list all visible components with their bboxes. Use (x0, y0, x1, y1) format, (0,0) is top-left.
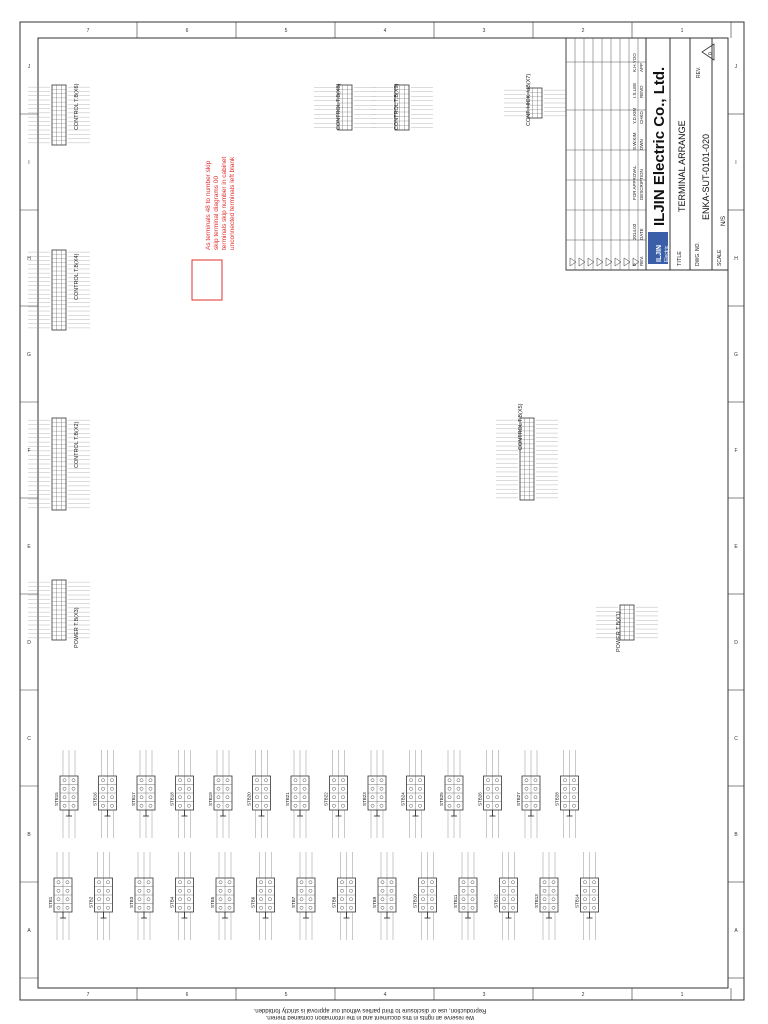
zone-mark-right: B (734, 832, 738, 838)
company-name: ILJIN Electric Co., Ltd. (651, 66, 668, 226)
strip-control-tb4 (28, 250, 90, 330)
stb-label: STB23 (362, 792, 367, 806)
stb-block (453, 852, 477, 940)
zone-mark-bottom: 6 (185, 992, 189, 998)
strip-control-tb6 (28, 85, 90, 145)
stb-label: STB8 (331, 896, 337, 908)
stb-block (93, 750, 117, 838)
rev-row-cell: 0 (632, 263, 637, 266)
drawing-inner-frame (38, 38, 728, 988)
zone-mark-top: 3 (482, 28, 486, 34)
rev-row-cell: K.H.YOO (632, 53, 637, 72)
stb-label: STB2 (88, 896, 94, 908)
scale-label: SCALE (717, 249, 723, 266)
stb-block (362, 750, 386, 838)
stb-block (54, 750, 78, 838)
zone-mark-bottom: 5 (284, 992, 288, 998)
zone-mark-bottom: 7 (86, 992, 90, 998)
stb-block (210, 852, 234, 940)
zone-mark-left: A (27, 928, 31, 934)
rev-header: REV. (639, 255, 644, 266)
stb-block (170, 852, 194, 940)
stb-label: STB1 (48, 896, 53, 908)
scale-value: N/S (721, 215, 727, 226)
stb-label: STB12 (493, 894, 499, 908)
logo-sub: Electric (664, 245, 670, 262)
zone-mark-right: D (734, 640, 738, 646)
strip-cont-tb7 (504, 88, 566, 118)
zone-mark-left: I (28, 160, 30, 166)
column-labels (74, 74, 622, 652)
zone-mark-left: G (27, 352, 31, 358)
zone-mark-right: J (734, 64, 738, 70)
zone-mark-bottom: 3 (482, 992, 486, 998)
strip-control-tb2 (28, 418, 90, 510)
rev-label: REV. (696, 66, 702, 78)
stb-label: STB7 (291, 896, 296, 908)
stb-block (170, 750, 194, 838)
stb-label: STB19 (208, 792, 213, 806)
zone-mark-right: I (735, 160, 737, 166)
note-line-2: Reproduction, use or disclosure to third parties without our approval is strictly forbidden. (253, 1007, 487, 1013)
stb-label: STB16 (92, 792, 98, 806)
zone-mark-right: F (734, 448, 738, 454)
bottom-copyright-note (70, 1006, 670, 1020)
label-control-tb2: CONTROL T.B(X2) (74, 421, 80, 468)
stb-label: STB13 (534, 894, 539, 908)
label-control-tb5: CONTROL T.B(X5) (518, 403, 524, 450)
title-label: TITLE (677, 251, 683, 266)
stb-label: STB17 (131, 792, 136, 806)
revision-table (566, 38, 646, 270)
zone-mark-left: C (27, 736, 31, 742)
zone-mark-top: 7 (86, 28, 90, 34)
stb-label: STB10 (412, 894, 418, 908)
stb-block (413, 852, 437, 940)
stb-block (251, 852, 275, 940)
zone-mark-bottom: 1 (680, 992, 684, 998)
terminal-strips (28, 82, 658, 640)
zone-mark-bottom: 2 (581, 992, 585, 998)
stb-label: STB26 (477, 792, 483, 806)
zone-mark-bottom: 4 (383, 992, 387, 998)
stb-label: STB20 (246, 792, 252, 806)
strip-power-tb3 (28, 580, 90, 640)
stb-block (324, 750, 348, 838)
label-control-tb6: CONTROL T.B(X6) (74, 83, 80, 130)
annotation-highlight-box (192, 260, 222, 300)
zone-mark-top: 5 (284, 28, 288, 34)
stb-block (48, 852, 72, 940)
stb-label: STB9 (372, 896, 377, 908)
stb-label: STB15 (54, 792, 59, 806)
stb-row-bottom (48, 852, 599, 940)
label-power-tb1: POWER T.B(X1) (616, 611, 622, 652)
strip-control-tb8 (314, 85, 376, 130)
stb-block (516, 750, 540, 838)
rev-header: DESCRIPTION (639, 169, 644, 200)
zone-mark-left: B (27, 832, 31, 838)
dwg-no-label: DWG. NO. (695, 242, 701, 266)
rev-row-cell: 2014.03 (632, 223, 637, 240)
rev-header: REVD (639, 85, 644, 98)
strip-control-tb9 (371, 85, 433, 130)
stb-block (332, 852, 356, 940)
zone-mark-right: A (734, 928, 738, 934)
stb-block (534, 852, 558, 940)
title-block (566, 38, 728, 270)
stb-block (247, 750, 271, 838)
stb-block (575, 852, 599, 940)
zone-mark-right: G (734, 352, 738, 358)
zone-mark-top: 2 (581, 28, 585, 34)
annotation-line-2: skip terminal diagrams 00 (213, 175, 220, 250)
zone-mark-top: 1 (680, 28, 684, 34)
stb-label: STB4 (169, 896, 175, 908)
drawing-title: TERMINAL ARRANGE (677, 120, 687, 212)
rev-row-cell: I.S.LEE (632, 82, 637, 98)
zone-mark-left: E (27, 544, 31, 550)
zone-mark-right: C (734, 736, 738, 742)
zone-mark-right: H (734, 256, 738, 262)
label-control-tb8: CONTROL T.B(X8) (336, 83, 342, 130)
label-cont-tb7: CONT. HICK. UB(X7) (526, 73, 532, 126)
annotation-note (205, 156, 236, 250)
stb-label: STB14 (574, 894, 580, 908)
rev-header: CHKD (639, 111, 644, 124)
zone-mark-right: E (734, 544, 738, 550)
stb-label: STB5 (210, 896, 215, 908)
zone-mark-top: 6 (185, 28, 189, 34)
stb-label: STB28 (554, 792, 560, 806)
stb-label: STB3 (129, 896, 134, 908)
rev-header: APP (639, 62, 644, 72)
stb-label: STB25 (439, 792, 444, 806)
stb-block (478, 750, 502, 838)
stb-block (291, 852, 315, 940)
strip-power-tb1 (596, 605, 658, 640)
rev-row-cell: S.W.KIM (632, 132, 637, 150)
stb-block (494, 852, 518, 940)
label-power-tb3: POWER T.B(X3) (74, 607, 80, 648)
annotation-line-3: terminals skip number in cabinet (221, 156, 228, 250)
stb-label: STB18 (169, 792, 175, 806)
stb-label: STB21 (285, 792, 290, 806)
annotation-line-1: As terminals 48 to number skip (205, 160, 212, 250)
zone-mark-top: 4 (383, 28, 387, 34)
stb-label: STB11 (453, 894, 458, 908)
zone-mark-left: J (27, 64, 31, 70)
note-line-1: We reserve all rights in this document and in the information contained therein. (265, 1014, 475, 1020)
stb-block (208, 750, 232, 838)
zone-mark-left: H (27, 256, 31, 262)
rev-header: DATE (639, 228, 644, 240)
label-control-tb9: CONTROL T.B(X9) (394, 83, 400, 130)
rev-header: DWN (639, 139, 644, 150)
stb-block (372, 852, 396, 940)
zone-mark-left: D (27, 640, 31, 646)
logo-text: ILJIN (656, 244, 663, 262)
stb-block (89, 852, 113, 940)
stb-block (439, 750, 463, 838)
rev-row-cell: Y.D.KIM (632, 107, 637, 124)
label-control-tb4: CONTROL T.B(X4) (74, 253, 80, 300)
stb-label: STB22 (323, 792, 329, 806)
zone-mark-left: F (27, 448, 31, 454)
rev-row-cell: FOR APPROVAL (632, 165, 637, 200)
stb-block (401, 750, 425, 838)
stb-block (129, 852, 153, 940)
drawing-number: ENKA-SUT-0101-020 (701, 133, 711, 220)
stb-row-upper (54, 750, 579, 838)
stb-label: STB27 (516, 792, 521, 806)
rev-value: 0 (708, 52, 714, 55)
stb-label: STB24 (400, 792, 406, 806)
annotation-line-4: unconnected terminals left blank (229, 156, 236, 250)
stb-block (555, 750, 579, 838)
strip-control-tb5 (496, 418, 558, 500)
stb-label: STB6 (250, 896, 256, 908)
stb-block (131, 750, 155, 838)
stb-block (285, 750, 309, 838)
